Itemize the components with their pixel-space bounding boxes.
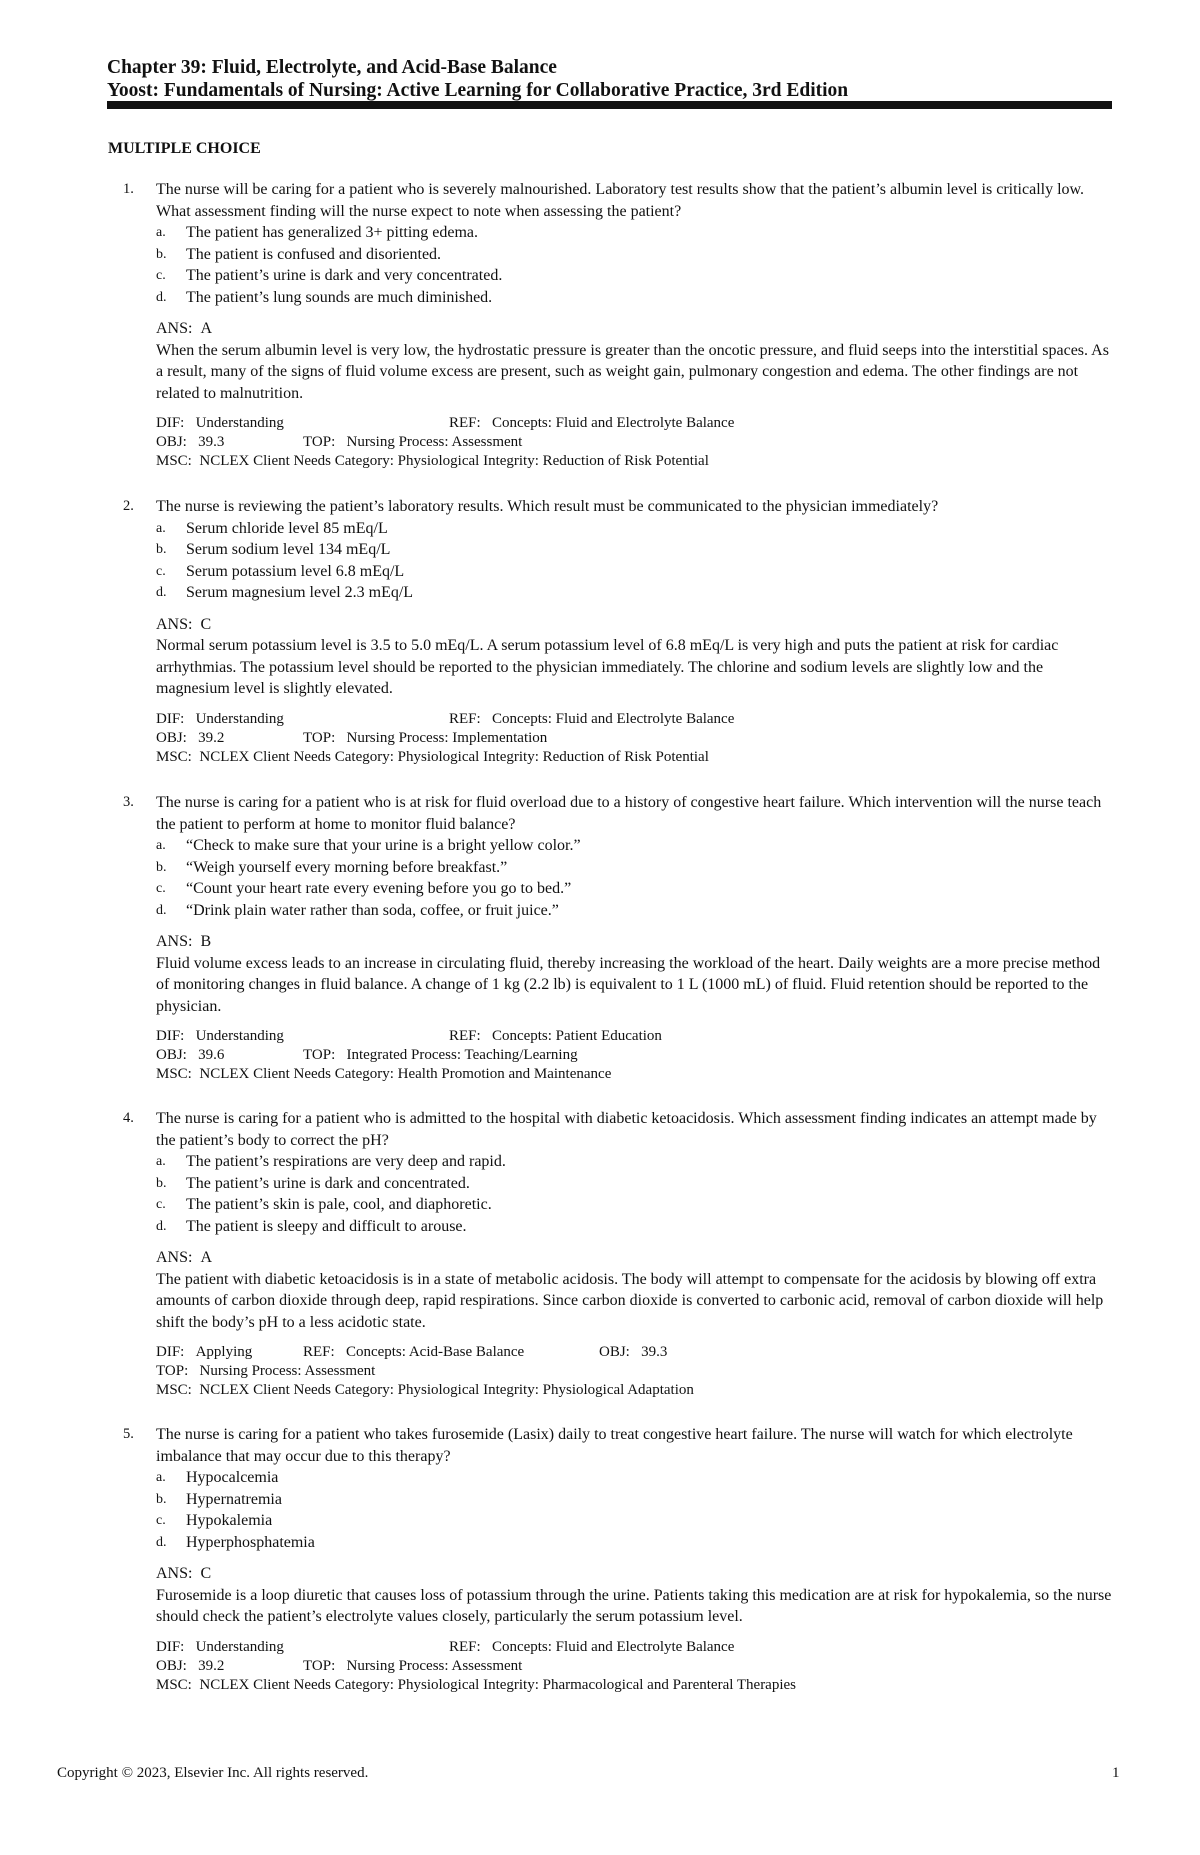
rationale: Normal serum potassium level is 3.5 to 5.0 mEq/L. A serum potassium level of 6.8 mEq/L is very high and puts the patient at risk for cardiac arrhythmias. The potassium level should be reported to the physician immediately. The chlorine and sodium levels are slightly low and the magnesium level is slightly elevated. <box>156 637 1059 697</box>
option-a: a. Hypocalcemia <box>156 1469 279 1486</box>
question-number: 4. <box>123 1110 134 1126</box>
page-header <box>107 56 1112 102</box>
option-b: b. The patient’s urine is dark and concentrated. <box>156 1174 470 1192</box>
answer-options <box>156 518 1113 604</box>
section-title: MULTIPLE CHOICE <box>108 140 261 157</box>
option-a: a. “Check to make sure that your urine is a bright yellow color.” <box>156 837 581 854</box>
answer-key: ANS: C <box>156 1565 212 1582</box>
option-c: c. The patient’s urine is dark and very concentrated. <box>156 267 503 284</box>
answer-key: ANS: C <box>156 615 212 633</box>
option-d: d. The patient’s lung sounds are much diminished. <box>156 288 493 306</box>
question-stem: The nurse will be caring for a patient who is severely malnourished. Laboratory test results show that the patient’s albumin level is critically low. What assessment finding will the nurse expect to note when assessing the patient? <box>156 181 1085 220</box>
answer-options <box>156 1151 1113 1237</box>
option-c: c. Hypokalemia <box>156 1512 273 1529</box>
rationale: The patient with diabetic ketoacidosis is in a state of metabolic acidosis. The body will attempt to compensate for the acidosis by blowing off extra amounts of carbon dioxide through deep, rapid respirations. Since carbon dioxide is converted to carbonic acid, removal of carbon dioxide will help shift the body’s pH to a less acidotic state. <box>156 1270 1104 1331</box>
option-c: c. “Count your heart rate every evening before you go to bed.” <box>156 880 572 897</box>
answer-key: ANS: A <box>156 1249 213 1266</box>
rationale: Fluid volume excess leads to an increase in circulating fluid, thereby increasing the workload of the heart. Daily weights are a more precise method of monitoring changes in fluid balance. A change of 1 kg (2.2 lb) is equivalent to 1 L (1000 mL) of fluid. Fluid retention should be reported to the physician. <box>156 954 1101 1015</box>
answer-options <box>156 222 1113 308</box>
option-d: d. “Drink plain water rather than soda, coffee, or fruit juice.” <box>156 901 559 919</box>
header-rule <box>107 101 1112 109</box>
option-b: b. “Weigh yourself every morning before breakfast.” <box>156 858 508 876</box>
question-stem: The nurse is caring for a patient who is admitted to the hospital with diabetic ketoacidosis. Which assessment finding indicates an attempt made by the patient’s body to correct the pH? <box>156 1110 1097 1149</box>
question-number: 5. <box>123 1426 134 1442</box>
question-number: 1. <box>123 181 134 197</box>
chapter-title: Chapter 39: Fluid, Electrolyte, and Acid-Base Balance <box>107 57 557 78</box>
option-c: c. Serum potassium level 6.8 mEq/L <box>156 562 405 580</box>
option-d: d. Hyperphosphatemia <box>156 1533 315 1551</box>
answer-options <box>156 835 1113 921</box>
option-a: a. The patient’s respirations are very deep and rapid. <box>156 1153 506 1170</box>
question-metadata: DIF: Applying REF: Concepts: Acid-Base Balance OBJ: 39.3 TOP: Nursing Process: Assessment MSC: NCLEX Client Needs Category: Physiological Integrity: Physiological Adaptation <box>156 1344 694 1398</box>
question-metadata: DIF: Understanding REF: Concepts: Patient Education OBJ: 39.6 TOP: Integrated Process: Teaching/Learning MSC: NCLEX Client Needs Category: Health Promotion and Maintenance <box>156 1028 662 1082</box>
rationale: Furosemide is a loop diuretic that causes loss of potassium through the urine. Patients taking this medication are at risk for hypokalemia, so the nurse should check the patient’s electrolyte values closely, particularly the serum potassium level. <box>156 1586 1112 1625</box>
option-a: a. Serum chloride level 85 mEq/L <box>156 519 388 537</box>
question-number: 3. <box>123 794 134 810</box>
question-stem: The nurse is reviewing the patient’s laboratory results. Which result must be communicated to the physician immediately? <box>156 498 939 515</box>
answer-options <box>156 1467 1113 1553</box>
page-number: 1 <box>1112 1765 1120 1781</box>
question-metadata: DIF: Understanding REF: Concepts: Fluid and Electrolyte Balance OBJ: 39.2 TOP: Nursing Process: Assessment MSC: NCLEX Client Needs Category: Physiological Integrity: Pharmacological and Parenteral Therapies <box>156 1638 797 1693</box>
option-b: b. Hypernatremia <box>156 1490 282 1508</box>
question-stem: The nurse is caring for a patient who is at risk for fluid overload due to a history of congestive heart failure. Which intervention will the nurse teach the patient to perform at home to monitor fluid balance? <box>156 794 1102 833</box>
option-d: d. The patient is sleepy and difficult to arouse. <box>156 1217 467 1235</box>
option-c: c. The patient’s skin is pale, cool, and diaphoretic. <box>156 1196 492 1213</box>
option-b: b. Serum sodium level 134 mEq/L <box>156 541 391 558</box>
rationale: When the serum albumin level is very low, the hydrostatic pressure is greater than the oncotic pressure, and fluid seeps into the interstitial spaces. As a result, many of the signs of fluid volume excess are present, such as weight gain, pulmonary congestion and edema. The other findings are not related to malnutrition. <box>156 341 1109 402</box>
option-b: b. The patient is confused and disoriented. <box>156 245 442 263</box>
copyright-notice: Copyright © 2023, Elsevier Inc. All rights reserved. <box>57 1765 369 1781</box>
option-a: a. The patient has generalized 3+ pitting edema. <box>156 224 479 241</box>
option-d: d. Serum magnesium level 2.3 mEq/L <box>156 584 414 601</box>
question-number: 2. <box>123 498 134 514</box>
question-metadata: DIF: Understanding REF: Concepts: Fluid and Electrolyte Balance OBJ: 39.3 TOP: Nursing Process: Assessment MSC: NCLEX Client Needs Category: Physiological Integrity: Reduction of Risk Potential <box>156 415 735 469</box>
question-stem: The nurse is caring for a patient who takes furosemide (Lasix) daily to treat congestive heart failure. The nurse will watch for which electrolyte imbalance that may occur due to this therapy? <box>156 1426 1073 1465</box>
book-title: Yoost: Fundamentals of Nursing: Active Learning for Collaborative Practice, 3rd Edition <box>107 80 849 101</box>
answer-key: ANS: A <box>156 320 213 337</box>
answer-key: ANS: B <box>156 933 212 950</box>
question-metadata: DIF: Understanding REF: Concepts: Fluid and Electrolyte Balance OBJ: 39.2 TOP: Nursing Process: Implementation MSC: NCLEX Client Needs Category: Physiological Integrity: Reduction of Risk Potential <box>156 710 735 765</box>
